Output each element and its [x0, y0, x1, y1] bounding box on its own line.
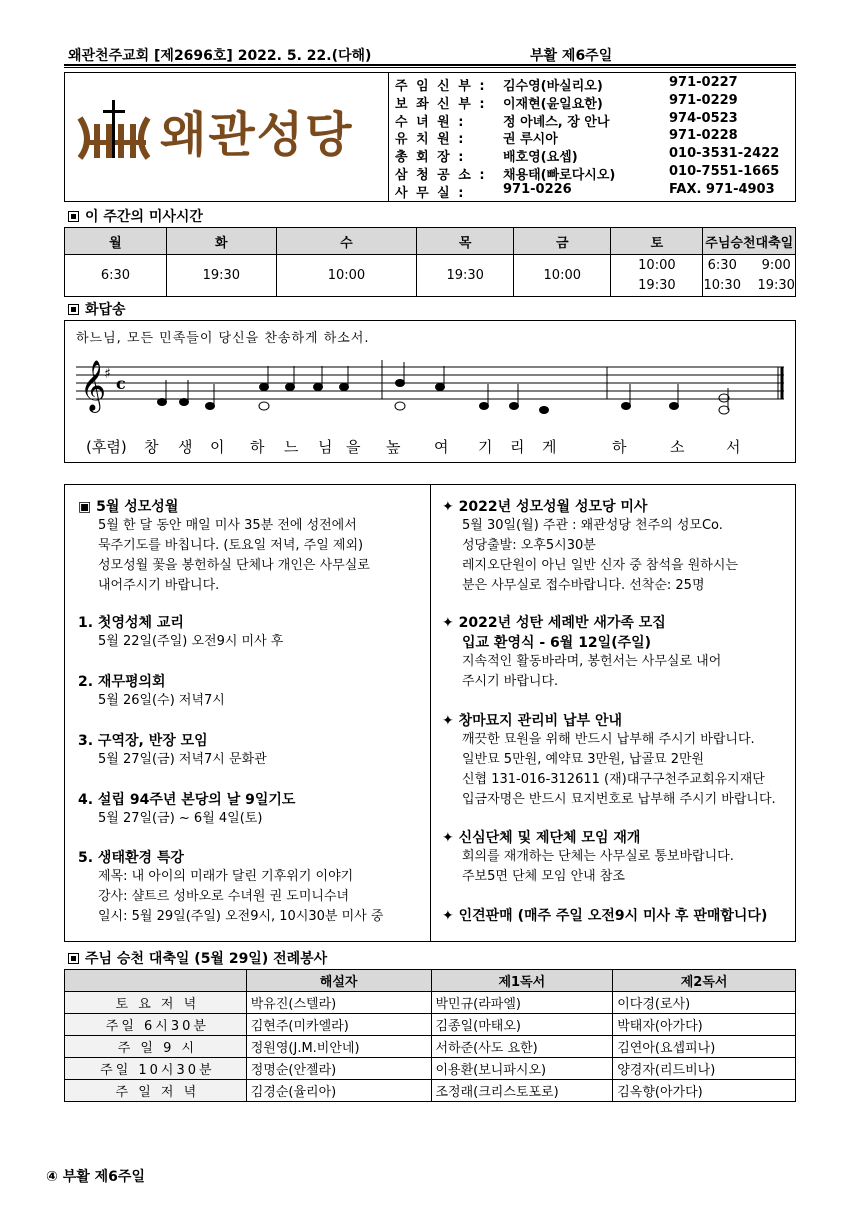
service-time-cell: 주 일 9 시: [65, 1036, 247, 1058]
psalm-lyrics: [86, 436, 786, 456]
lyric-syllable: 이: [210, 438, 225, 456]
staff-name: 김수영(바실리오): [503, 79, 603, 94]
service-person-cell: 정명순(안젤라): [246, 1058, 431, 1080]
mass-time-cell: 6:30: [65, 255, 167, 297]
notice-title-text: 창마묘지 관리비 납부 안내: [458, 713, 622, 729]
lyric-syllable: 높: [386, 438, 401, 456]
notice-body-line: 신협 131-016-312611 (재)대구구천주교회유지재단: [462, 772, 765, 787]
staff-role: 수 녀 원 :: [395, 114, 466, 130]
staff-row: [395, 146, 795, 164]
notice-title-text: 신심단체 및 제단체 모임 재개: [458, 830, 641, 846]
mass-time-cell: 10:00: [514, 255, 611, 297]
mass-day-header: 목: [417, 228, 514, 255]
notice-body-line: 내어주시기 바랍니다.: [98, 578, 220, 593]
notice-body-line: 5월 26일(수) 저녁7시: [98, 693, 225, 708]
lyric-syllable: 하: [250, 438, 265, 456]
notice-title: [78, 847, 383, 867]
notice-title-text: 5월 성모성월: [96, 499, 179, 515]
staff-role: 보 좌 신 부 :: [395, 96, 487, 112]
service-time-cell: 주일 10시30분: [65, 1058, 247, 1080]
service-person-cell: 이다경(로사): [613, 992, 796, 1014]
svg-text:c: c: [116, 374, 126, 393]
service-person-cell: 조정래(크리스토포로): [431, 1080, 613, 1102]
staff-phone: 971-0228: [669, 128, 738, 144]
service-person-cell: 이용환(보니파시오): [431, 1058, 613, 1080]
star-bullet-icon: ✦: [442, 499, 459, 515]
notice-item: [442, 827, 734, 887]
lyric-syllable: 하: [612, 438, 627, 456]
notice-body-line: 5월 27일(금) ~ 6월 4일(토): [98, 811, 263, 826]
notice-title-text: 인견판매 (매주 주일 오전9시 미사 후 판매합니다): [458, 908, 768, 924]
star-bullet-icon: ✦: [442, 615, 459, 631]
notice-item: [78, 496, 370, 596]
notice-body-line: 5월 한 달 동안 매일 미사 35분 전에 성전에서: [98, 518, 357, 533]
staff-name: 배호영(요셉): [503, 150, 578, 166]
lyric-syllable: 리: [510, 438, 525, 456]
mass-day-header: 토: [611, 228, 703, 255]
notice-item: [442, 612, 721, 692]
notice-body-line: 레지오단원이 아닌 일반 신자 중 참석을 원하시는: [462, 558, 738, 573]
psalm-heading: 화답송: [68, 299, 126, 319]
service-time-cell: 토 요 저 녁: [65, 992, 247, 1014]
staff-name: 971-0226: [503, 181, 572, 197]
staff-phone: 974-0523: [669, 110, 738, 126]
treble-clef-icon: 𝄞: [80, 360, 107, 411]
service-person-cell: 박민규(라파엘): [431, 992, 613, 1014]
staff-row: [395, 128, 795, 146]
notice-body-line: 강사: 샬트르 성바오로 수녀원 권 도미니수녀: [98, 889, 350, 904]
notice-body-line: 주보5면 단체 모임 안내 참조: [462, 869, 625, 884]
notice-body-line: 제목: 내 아이의 미래가 달린 기후위기 이야기: [98, 869, 354, 884]
liturgy-service-table: [64, 969, 796, 1102]
service-person-cell: 서하준(사도 요한): [431, 1036, 613, 1058]
notice-title: [78, 496, 370, 516]
staff-row: [395, 93, 795, 111]
staff-row: [395, 182, 795, 200]
mass-time-cell: 19:30: [166, 255, 276, 297]
svg-text:♯: ♯: [104, 366, 111, 382]
notice-body-line: 회의를 재개하는 단체는 사무실로 통보바랍니다.: [462, 849, 734, 864]
notice-body-line: 주시기 바랍니다.: [462, 674, 559, 689]
star-bullet-icon: ✦: [442, 830, 459, 846]
service-person-cell: 김경순(율리아): [246, 1080, 431, 1102]
table-row: [65, 1036, 796, 1058]
lyric-syllable: 소: [670, 438, 685, 456]
staff-role: 삼 청 공 소 :: [395, 167, 487, 183]
page-footer: ④ 부활 제6주일: [46, 1169, 145, 1185]
notice-title: [442, 710, 776, 730]
mass-day-header: 주님승천대축일: [703, 228, 796, 255]
service-person-cell: 김옥향(아가다): [613, 1080, 796, 1102]
staff-phone: 971-0227: [669, 75, 738, 90]
notice-body-line: 성모성월 꽃을 봉헌하실 단체나 개인은 사무실로: [98, 558, 370, 573]
notice-body-line: 일반묘 5만원, 예약묘 3만원, 납골묘 2만원: [462, 752, 705, 767]
table-row: [65, 1058, 796, 1080]
lyric-syllable: 게: [542, 438, 557, 456]
notice-title: [442, 827, 734, 847]
notice-title: [78, 612, 283, 632]
notices-column-divider: [430, 484, 431, 942]
notice-item: [78, 789, 295, 829]
staff-phone: 971-0229: [669, 92, 738, 108]
notice-body-line: 일시: 5월 29일(주일) 오전9시, 10시30분 미사 중: [98, 909, 384, 924]
notice-title-text: 2022년 성탄 세례반 새가족 모집: [458, 615, 666, 631]
mass-day-header: 월: [65, 228, 167, 255]
notice-title-text: 4. 설립 94주년 본당의 날 9일기도: [78, 792, 296, 808]
parish-name-logo: 왜관성당: [160, 107, 354, 163]
staff-phone: 010-7551-1665: [669, 163, 780, 179]
notice-body-line: 묵주기도를 바칩니다. (토요일 저녁, 주일 제외): [98, 538, 364, 553]
service-column-header: 제1독서: [431, 970, 613, 992]
notice-body-line: 분은 사무실로 접수바랍니다. 선착순: 25명: [462, 578, 705, 593]
service-person-cell: 김종일(마태오): [431, 1014, 613, 1036]
notice-body-line: 입금자명은 반드시 묘지번호로 납부해 주시기 바랍니다.: [462, 792, 776, 807]
service-time-cell: 주 일 저 녁: [65, 1080, 247, 1102]
mass-time-cell: 19:30: [417, 255, 514, 297]
notice-title: [78, 789, 295, 809]
lyric-syllable: 을: [346, 438, 361, 456]
section-marker-icon: [68, 304, 79, 315]
staff-name: 권 루시아: [503, 132, 558, 148]
staff-row: [395, 75, 795, 93]
notice-item: [78, 847, 383, 927]
lyric-syllable: 서: [726, 438, 741, 456]
notice-body-line: 5월 22일(주일) 오전9시 미사 후: [98, 634, 284, 649]
header-divider-thin: [64, 67, 796, 68]
notice-title: [442, 612, 721, 632]
lyric-syllable: 여: [434, 438, 449, 456]
notice-item: [442, 710, 776, 810]
mass-schedule-heading: 이 주간의 미사시간: [68, 206, 203, 226]
lyric-syllable: (후렴): [86, 438, 127, 456]
notice-item: [78, 671, 225, 711]
bulletin-header-right: 부활 제6주일: [530, 48, 613, 64]
notice-title-text: 3. 구역장, 반장 모임: [78, 733, 208, 749]
staff-row: [395, 164, 795, 182]
notice-item: [78, 730, 267, 770]
liturgy-service-heading: 주님 승천 대축일 (5월 29일) 전례봉사: [68, 948, 327, 968]
lyric-syllable: 기: [478, 438, 493, 456]
section-marker-icon: ▣: [78, 499, 97, 515]
staff-phone: FAX. 971-4903: [669, 181, 775, 197]
service-column-header: [65, 970, 247, 992]
service-person-cell: 정원영(J.M.비안네): [246, 1036, 431, 1058]
staff-directory: [389, 72, 796, 202]
notice-title-text: 1. 첫영성체 교리: [78, 615, 184, 631]
lyric-syllable: 느: [284, 438, 299, 456]
mass-time-cell: 6:30 9:00 10:30 19:30: [703, 255, 796, 297]
lyric-syllable: 생: [178, 438, 193, 456]
staff-name: 이재현(윤일요한): [503, 96, 603, 112]
mass-day-header: 금: [514, 228, 611, 255]
mass-time-cell: 10:00: [276, 255, 416, 297]
table-row: [65, 992, 796, 1014]
notice-title: [78, 730, 267, 750]
star-bullet-icon: ✦: [442, 713, 459, 729]
notice-body-line: 5월 27일(금) 저녁7시 문화관: [98, 752, 267, 767]
staff-role: 사 무 실 :: [395, 185, 466, 201]
header-divider: [64, 64, 796, 66]
table-row: [65, 1080, 796, 1102]
service-time-cell: 주일 6시30분: [65, 1014, 247, 1036]
psalm-refrain-text: 하느님, 모든 민족들이 당신을 찬송하게 하소서.: [76, 331, 370, 346]
staff-name: 정 아녜스, 장 안나: [503, 114, 610, 130]
service-person-cell: 양경자(리드비나): [613, 1058, 796, 1080]
notice-body-line: 5월 30일(월) 주관 : 왜관성당 천주의 성모Co.: [462, 518, 723, 533]
notice-item: [442, 496, 738, 596]
mass-time-cell: 10:00 19:30: [611, 255, 703, 297]
mass-schedule-table: [64, 227, 796, 297]
staff-phone: 010-3531-2422: [669, 146, 780, 162]
service-person-cell: 김현주(미카엘라): [246, 1014, 431, 1036]
service-column-header: 해설자: [246, 970, 431, 992]
star-bullet-icon: ✦: [442, 908, 459, 924]
staff-role: 주 임 신 부 :: [395, 79, 487, 94]
lyric-syllable: 님: [318, 438, 333, 456]
table-row: [65, 1014, 796, 1036]
staff-row: [395, 111, 795, 129]
bulletin-header-left: 왜관천주교회 [제2696호] 2022. 5. 22.(다해): [68, 48, 372, 64]
notice-item: [442, 905, 767, 925]
lyric-syllable: 창: [144, 438, 159, 456]
mass-day-header: 화: [166, 228, 276, 255]
notice-title-text: 5. 생태환경 특강: [78, 850, 184, 866]
service-column-header: 제2독서: [613, 970, 796, 992]
notice-body-line: 성당출발: 오후5시30분: [462, 538, 596, 553]
notice-title: [442, 905, 767, 925]
church-logo-icon: [76, 100, 152, 162]
notice-title-text: 2022년 성모성월 성모당 미사: [458, 499, 648, 515]
notice-body-line: 깨끗한 묘원을 위해 반드시 납부해 주시기 바랍니다.: [462, 732, 755, 747]
notice-subtitle: 입교 환영식 - 6월 12일(주일): [462, 635, 652, 651]
section-marker-icon: [68, 953, 79, 964]
mass-day-header: 수: [276, 228, 416, 255]
notice-body-line: 지속적인 활동바라며, 봉헌서는 사무실로 내어: [462, 654, 722, 669]
section-marker-icon: [68, 211, 79, 222]
psalm-sheet-music: [74, 352, 786, 432]
staff-role: 총 회 장 :: [395, 150, 466, 166]
staff-name: 채용태(빠로다시오): [503, 167, 616, 183]
notice-title: [78, 671, 225, 691]
notice-title: [442, 496, 738, 516]
notice-item: [78, 612, 283, 652]
notice-title-text: 2. 재무평의회: [78, 674, 166, 690]
service-person-cell: 김연아(요셉피나): [613, 1036, 796, 1058]
service-person-cell: 박태자(아가다): [613, 1014, 796, 1036]
staff-role: 유 치 원 :: [395, 132, 466, 148]
service-person-cell: 박유진(스텔라): [246, 992, 431, 1014]
